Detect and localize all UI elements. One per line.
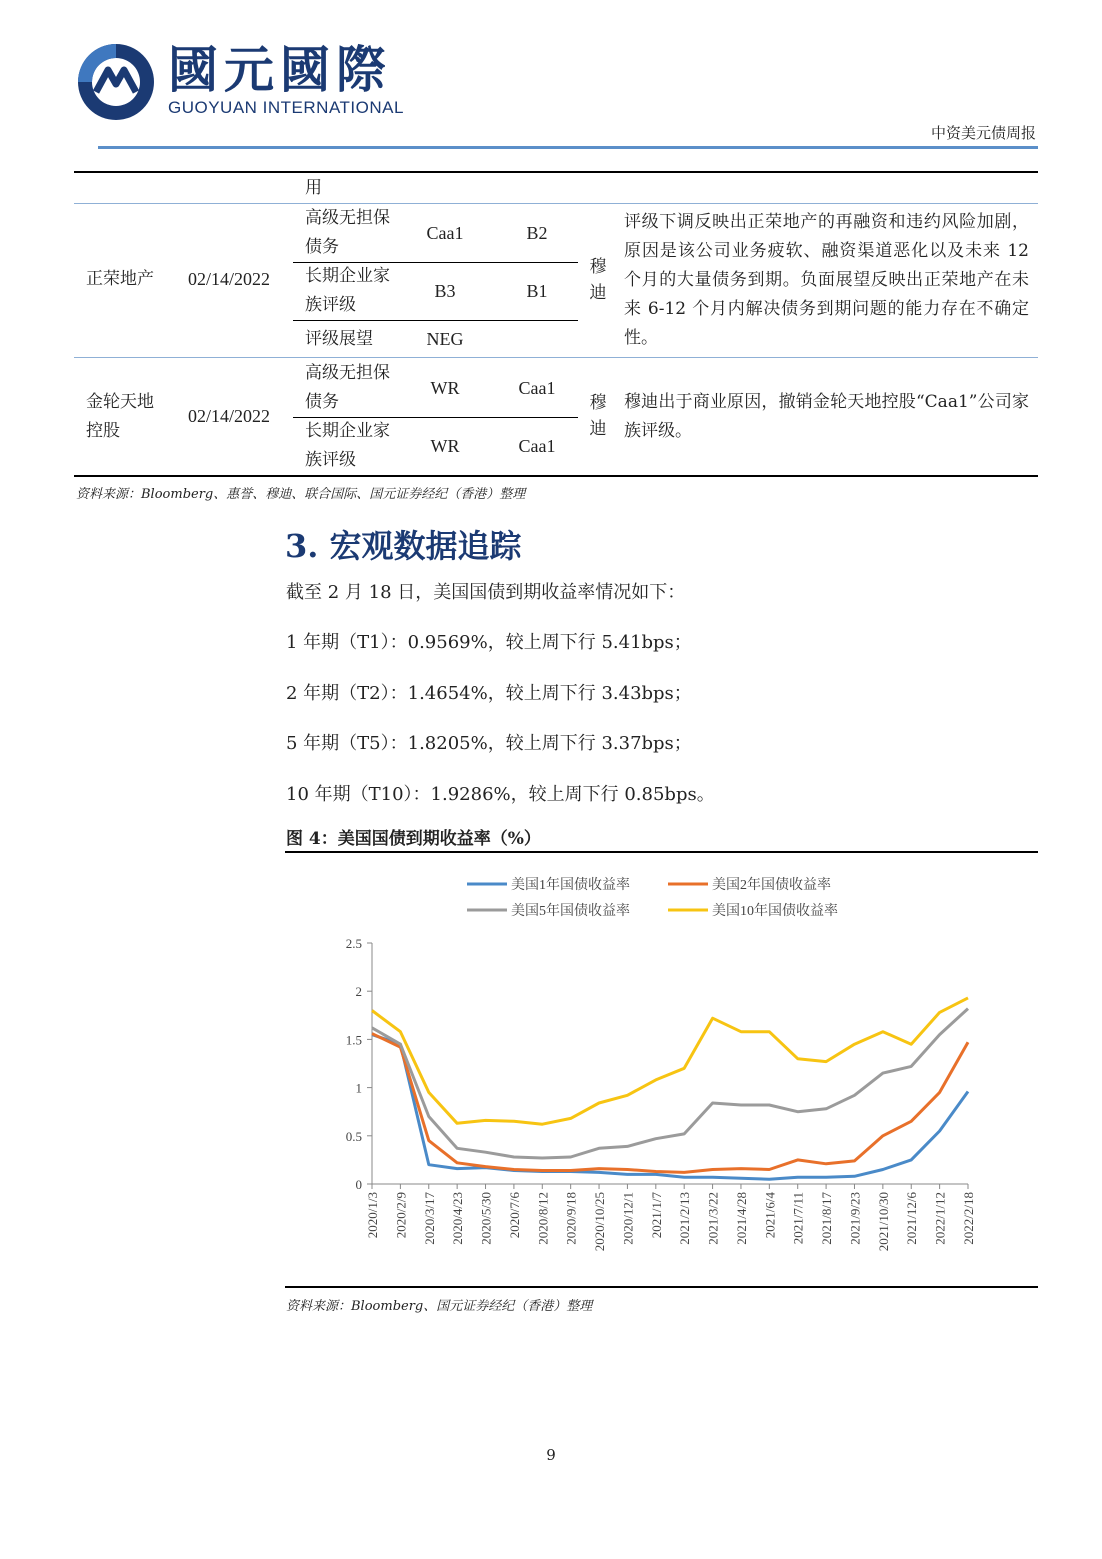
previous-rating-cell: B2 (526, 223, 548, 243)
section-title: 3. 宏观数据追踪 (285, 527, 522, 565)
legend-label: 美国10年国债收益率 (712, 904, 838, 919)
series-line (372, 1034, 968, 1173)
rating-type-cell: 长期企业家族评级 (305, 421, 390, 470)
previous-rating-cell: Caa1 (518, 378, 556, 398)
x-tick-label: 2020/3/17 (421, 1192, 437, 1245)
x-tick-label: 2021/4/28 (733, 1192, 749, 1245)
y-tick-label: 0 (355, 1177, 362, 1192)
reason-cell: 评级下调反映出正荣地产的再融资和违约风险加剧，原因是该公司业务疲软、融资渠道恶化以及未来 12 个月的大量债务到期。负面展望反映出正荣地产在未来 6-12 个月内解决债务到期问题的能力存在不确定性。 (624, 212, 1029, 348)
current-rating-cell: Caa1 (426, 223, 464, 243)
yield-line-t1: 1 年期（T1）：0.9569%，较上周下行 5.41bps； (286, 632, 692, 653)
x-tick-label: 2021/3/22 (705, 1192, 721, 1245)
yield-line-t10: 10 年期（T10）：1.9286%，较上周下行 0.85bps。 (286, 784, 715, 805)
legend-label: 美国5年国债收益率 (511, 904, 630, 919)
y-tick-label: 0.5 (345, 1128, 362, 1144)
rating-type-cell: 评级展望 (305, 329, 373, 349)
table-top-border (74, 171, 1038, 173)
x-tick-label: 2020/12/1 (620, 1192, 636, 1245)
previous-rating-cell: B1 (526, 281, 548, 301)
x-tick-label: 2020/9/18 (563, 1192, 579, 1245)
yield-line-t2: 2 年期（T2）：1.4654%，较上周下行 3.43bps； (286, 683, 692, 704)
table-bottom-border (74, 475, 1038, 477)
guoyuan-logo-icon (74, 40, 158, 124)
rating-type-cell: 高级无担保债务 (305, 363, 390, 412)
current-rating-cell: WR (430, 436, 460, 456)
agency-cell: 穆迪 (589, 257, 607, 303)
figure-title: 图 4：美国国债到期收益率（%） (286, 829, 541, 849)
legend-label: 美国2年国债收益率 (712, 878, 831, 893)
table-source-note: 资料来源：Bloomberg、惠誉、穆迪、联合国际、国元证券经纪（香港）整理 (76, 487, 526, 502)
header-rule (98, 146, 1038, 149)
series-line (372, 998, 968, 1124)
y-tick-label: 2 (355, 984, 362, 1000)
row-separator (74, 203, 1038, 204)
legend-label: 美国1年国债收益率 (511, 878, 630, 893)
x-tick-label: 2021/9/23 (847, 1192, 863, 1245)
figure-bottom-rule (285, 1286, 1038, 1288)
series-line (372, 1009, 968, 1158)
rating-type-cell: 高级无担保债务 (305, 208, 390, 257)
inner-separator (293, 320, 578, 321)
x-tick-label: 2021/7/11 (790, 1192, 806, 1245)
x-tick-label: 2022/2/18 (961, 1192, 976, 1245)
x-tick-label: 2020/10/25 (592, 1192, 608, 1252)
y-tick-label: 1.5 (345, 1032, 362, 1048)
x-tick-label: 2020/2/9 (393, 1192, 409, 1239)
yield-line-t5: 5 年期（T5）：1.8205%，较上周下行 3.37bps； (286, 733, 692, 754)
report-name: 中资美元债周报 (930, 124, 1036, 142)
agency-cell: 穆迪 (589, 393, 607, 439)
issuer-cell: 正荣地产 (86, 269, 154, 289)
intro-paragraph: 截至 2 月 18 日，美国国债到期收益率情况如下： (286, 582, 686, 603)
figure-source-note: 资料来源：Bloomberg、国元证券经纪（香港）整理 (286, 1299, 593, 1314)
x-tick-label: 2021/2/13 (677, 1192, 693, 1245)
reason-cell: 穆迪出于商业原因，撤销金轮天地控股“Caa1”公司家族评级。 (624, 392, 1029, 441)
current-rating-cell: B3 (434, 281, 456, 301)
previous-rating-cell: Caa1 (518, 436, 556, 456)
current-rating-cell: NEG (426, 329, 464, 349)
rating-type-cell: 长期企业家族评级 (305, 266, 390, 315)
x-tick-label: 2021/12/6 (904, 1192, 920, 1245)
x-tick-label: 2021/1/7 (648, 1192, 664, 1239)
continuation-cell: 用 (305, 178, 322, 198)
x-tick-label: 2020/4/23 (450, 1192, 466, 1245)
series-line (372, 1035, 968, 1180)
y-tick-label: 2.5 (345, 936, 362, 951)
x-tick-label: 2020/5/30 (478, 1192, 494, 1245)
row-separator (74, 357, 1038, 358)
x-tick-label: 2020/1/3 (365, 1192, 380, 1239)
page-number: 9 (546, 1446, 556, 1464)
x-tick-label: 2021/8/17 (819, 1192, 835, 1245)
x-tick-label: 2020/8/12 (535, 1192, 551, 1245)
figure-top-rule (285, 851, 1038, 853)
issuer-cell: 金轮天地控股 (86, 392, 154, 441)
treasury-yield-chart (285, 860, 1038, 1284)
logo-chinese-name: 國元國際 (168, 40, 392, 99)
x-tick-label: 2020/7/6 (506, 1192, 522, 1239)
current-rating-cell: WR (430, 378, 460, 398)
y-tick-label: 1 (355, 1080, 362, 1096)
date-cell: 02/14/2022 (188, 406, 271, 426)
date-cell: 02/14/2022 (188, 269, 271, 289)
x-tick-label: 2022/1/12 (932, 1192, 948, 1245)
logo-english-name: GUOYUAN INTERNATIONAL (168, 98, 404, 117)
x-tick-label: 2021/10/30 (875, 1192, 891, 1252)
x-tick-label: 2021/6/4 (762, 1192, 778, 1239)
